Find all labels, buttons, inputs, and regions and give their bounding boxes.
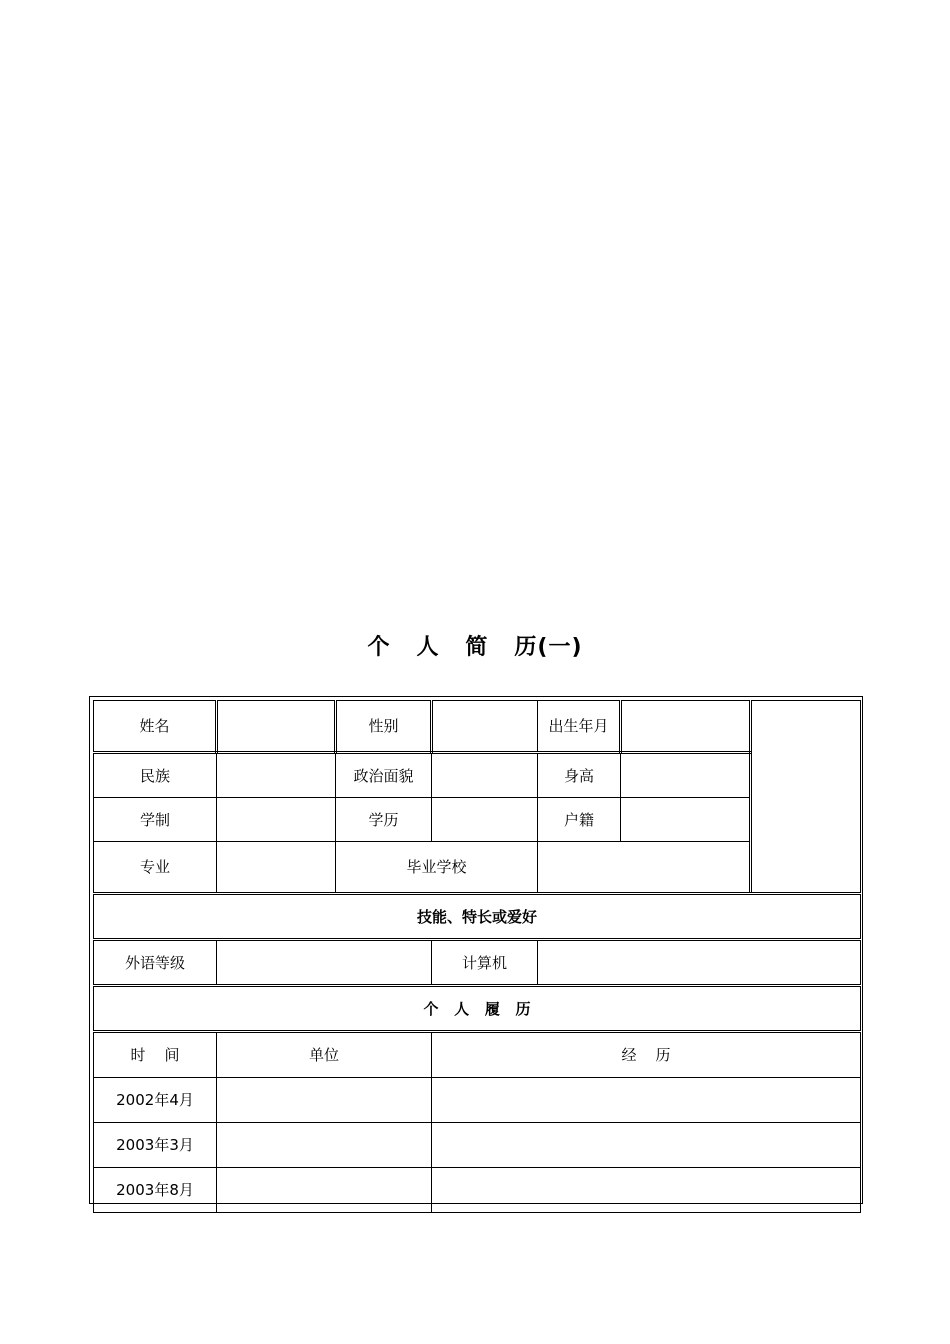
schooling-label: 学制 [94,798,217,842]
resume-form-table [93,700,861,1213]
experience-cell[interactable] [432,1168,861,1213]
ethnicity-label: 民族 [94,753,217,798]
language-level-label: 外语等级 [94,940,217,986]
language-level-field[interactable] [217,940,432,986]
time-cell: 2003年3月 [94,1123,217,1168]
unit-cell[interactable] [217,1168,432,1213]
birth-label: 出生年月 [538,701,621,753]
graduate-school-label: 毕业学校 [336,842,538,894]
computer-label: 计算机 [432,940,538,986]
table-row [94,1078,861,1123]
experience-column-header: 经 历 [432,1032,861,1078]
table-row [94,1123,861,1168]
name-label: 姓名 [94,701,217,753]
time-cell: 2002年4月 [94,1078,217,1123]
experience-cell[interactable] [432,1078,861,1123]
ethnicity-field[interactable] [217,753,336,798]
height-field[interactable] [621,753,751,798]
unit-cell[interactable] [217,1078,432,1123]
household-label: 户籍 [538,798,621,842]
major-label: 专业 [94,842,217,894]
political-label: 政治面貌 [336,753,432,798]
household-field[interactable] [621,798,751,842]
gender-label: 性别 [336,701,432,753]
graduate-school-field[interactable] [538,842,751,894]
education-field[interactable] [432,798,538,842]
political-field[interactable] [432,753,538,798]
education-label: 学历 [336,798,432,842]
height-label: 身高 [538,753,621,798]
skills-heading: 技能、特长或爱好 [94,894,861,940]
computer-field[interactable] [538,940,861,986]
resume-heading: 个 人 履 历 [94,986,861,1032]
time-cell: 2003年8月 [94,1168,217,1213]
resume-title: 个 人 简 历(一) [367,635,583,660]
photo-box[interactable] [751,701,861,894]
time-column-header: 时 间 [94,1032,217,1078]
gender-field[interactable] [432,701,538,753]
birth-field[interactable] [621,701,751,753]
schooling-field[interactable] [217,798,336,842]
unit-column-header: 单位 [217,1032,432,1078]
table-row [94,1168,861,1213]
name-field[interactable] [217,701,336,753]
major-field[interactable] [217,842,336,894]
experience-cell[interactable] [432,1123,861,1168]
unit-cell[interactable] [217,1123,432,1168]
